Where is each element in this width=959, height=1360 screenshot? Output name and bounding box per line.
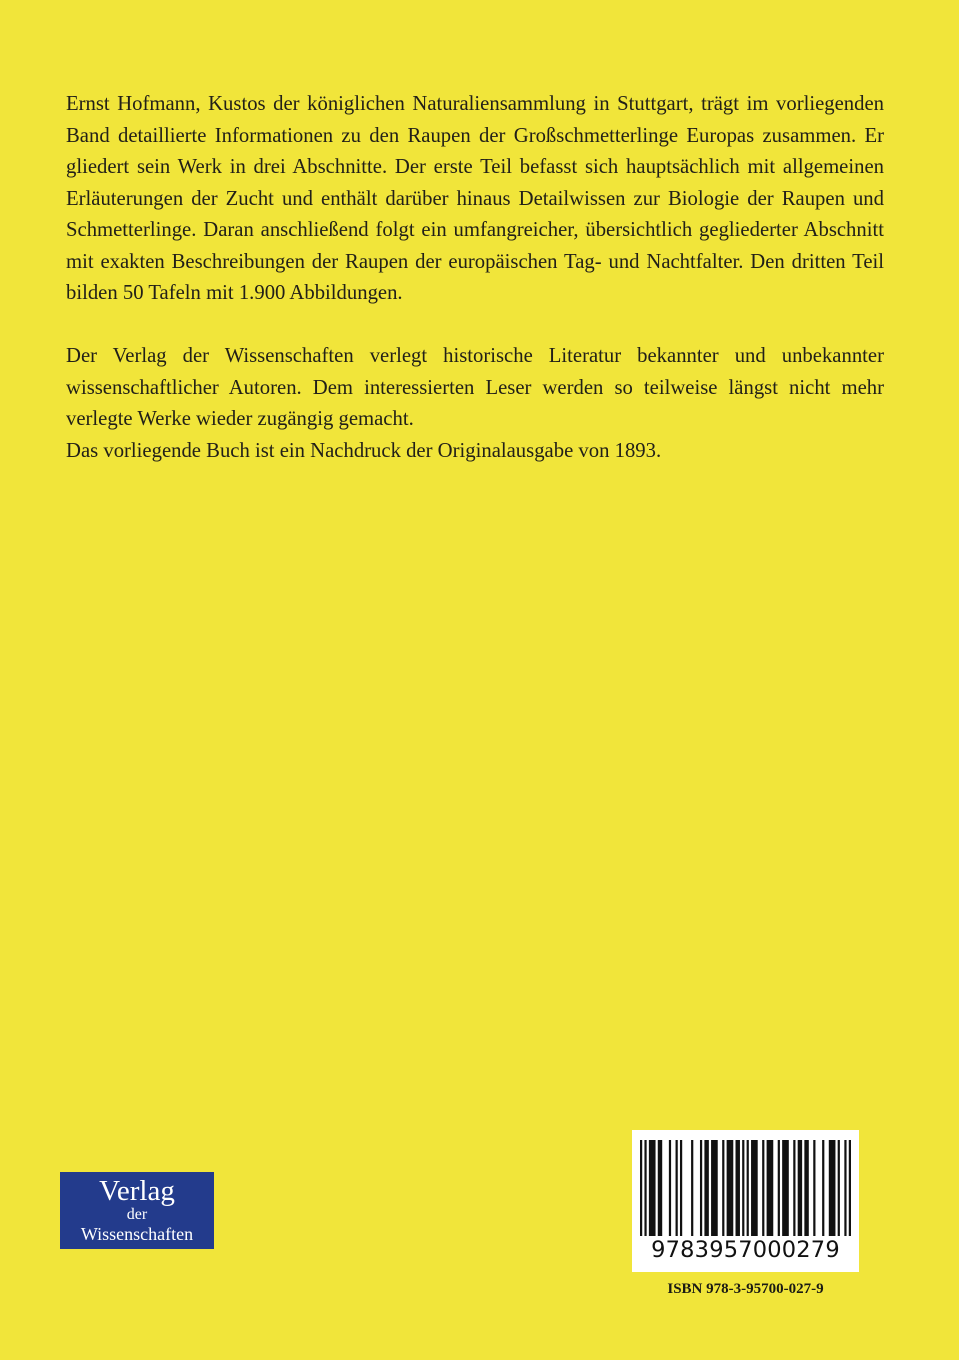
barcode-bar [736,1140,740,1236]
publisher-logo-line-wissenschaften: Wissenschaften [80,1224,194,1244]
barcode-bar [798,1140,802,1236]
blurb-paragraph-reprint-note: Das vorliegende Buch ist ein Nachdruck der Originalausgabe von 1893. [66,439,662,462]
barcode-bar [782,1140,789,1236]
isbn-label: ISBN 978-3-95700-027-9 [667,1281,824,1297]
barcode-bar [742,1140,744,1236]
blurb-paragraph-publisher: Der Verlag der Wissenschaften verlegt historische Literatur bekannter und unbekannter wissenschaftlicher Autoren. Dem interessierten Leser werden so teilweise längst nicht mehr verlegte Werke wieder zugängig gemacht. [66,345,884,430]
paragraph-spacer [66,310,884,342]
barcode-bar [793,1140,795,1236]
barcode-bar [711,1140,718,1236]
barcode-bar [813,1140,815,1236]
barcode-bar [640,1140,642,1236]
barcode-bar [676,1140,678,1236]
barcode-bar [649,1140,656,1236]
barcode-bar [658,1140,662,1236]
barcode-bar [849,1140,851,1236]
barcode-bar [644,1140,646,1236]
barcode-bar [762,1140,764,1236]
cover-blurb [66,89,884,467]
barcode-bar [722,1140,724,1236]
publisher-logo-line-verlag: Verlag [99,1175,175,1207]
barcode-panel [632,1130,859,1272]
barcode-bar [822,1140,824,1236]
publisher-logo [60,1172,214,1249]
blurb-paragraph-summary: Ernst Hofmann, Kustos der königlichen Naturaliensammlung in Stuttgart, trägt im vorliegenden Band detaillierte Informationen zu den Raupen der Großschmetterlinge Europas zusammen. Er gliedert sein Werk in drei Abschnitte. Der erste Teil befasst sich hauptsächlich mit allgemeinen Erläuterungen der Zucht und enthält darüber hinaus Detailwissen zur Biologie der Raupen und Schmetterlinge. Daran anschließend folgt ein umfangreicher, übersichtlich gegliederter Abschnitt mit exakten Beschreibungen der Raupen der europäischen Tag- und Nachtfalter. Den dritten Teil bilden 50 Tafeln mit 1.900 Abbildungen. [66,93,884,304]
barcode-bar [778,1140,780,1236]
barcode-bar [727,1140,734,1236]
barcode-bars [640,1140,851,1236]
barcode-bar [669,1140,671,1236]
barcode-bar [767,1140,774,1236]
barcode-bar [804,1140,808,1236]
publisher-logo-line-der: der [126,1206,148,1223]
barcode-digits: 9783957000279 [651,1237,840,1263]
barcode-bar [680,1140,682,1236]
barcode-bar [829,1140,836,1236]
barcode-bar [704,1140,708,1236]
barcode-bar [700,1140,702,1236]
barcode-bar [747,1140,749,1236]
barcode-bar [838,1140,840,1236]
barcode-bar [751,1140,758,1236]
barcode-bar [844,1140,846,1236]
barcode-bar [691,1140,693,1236]
